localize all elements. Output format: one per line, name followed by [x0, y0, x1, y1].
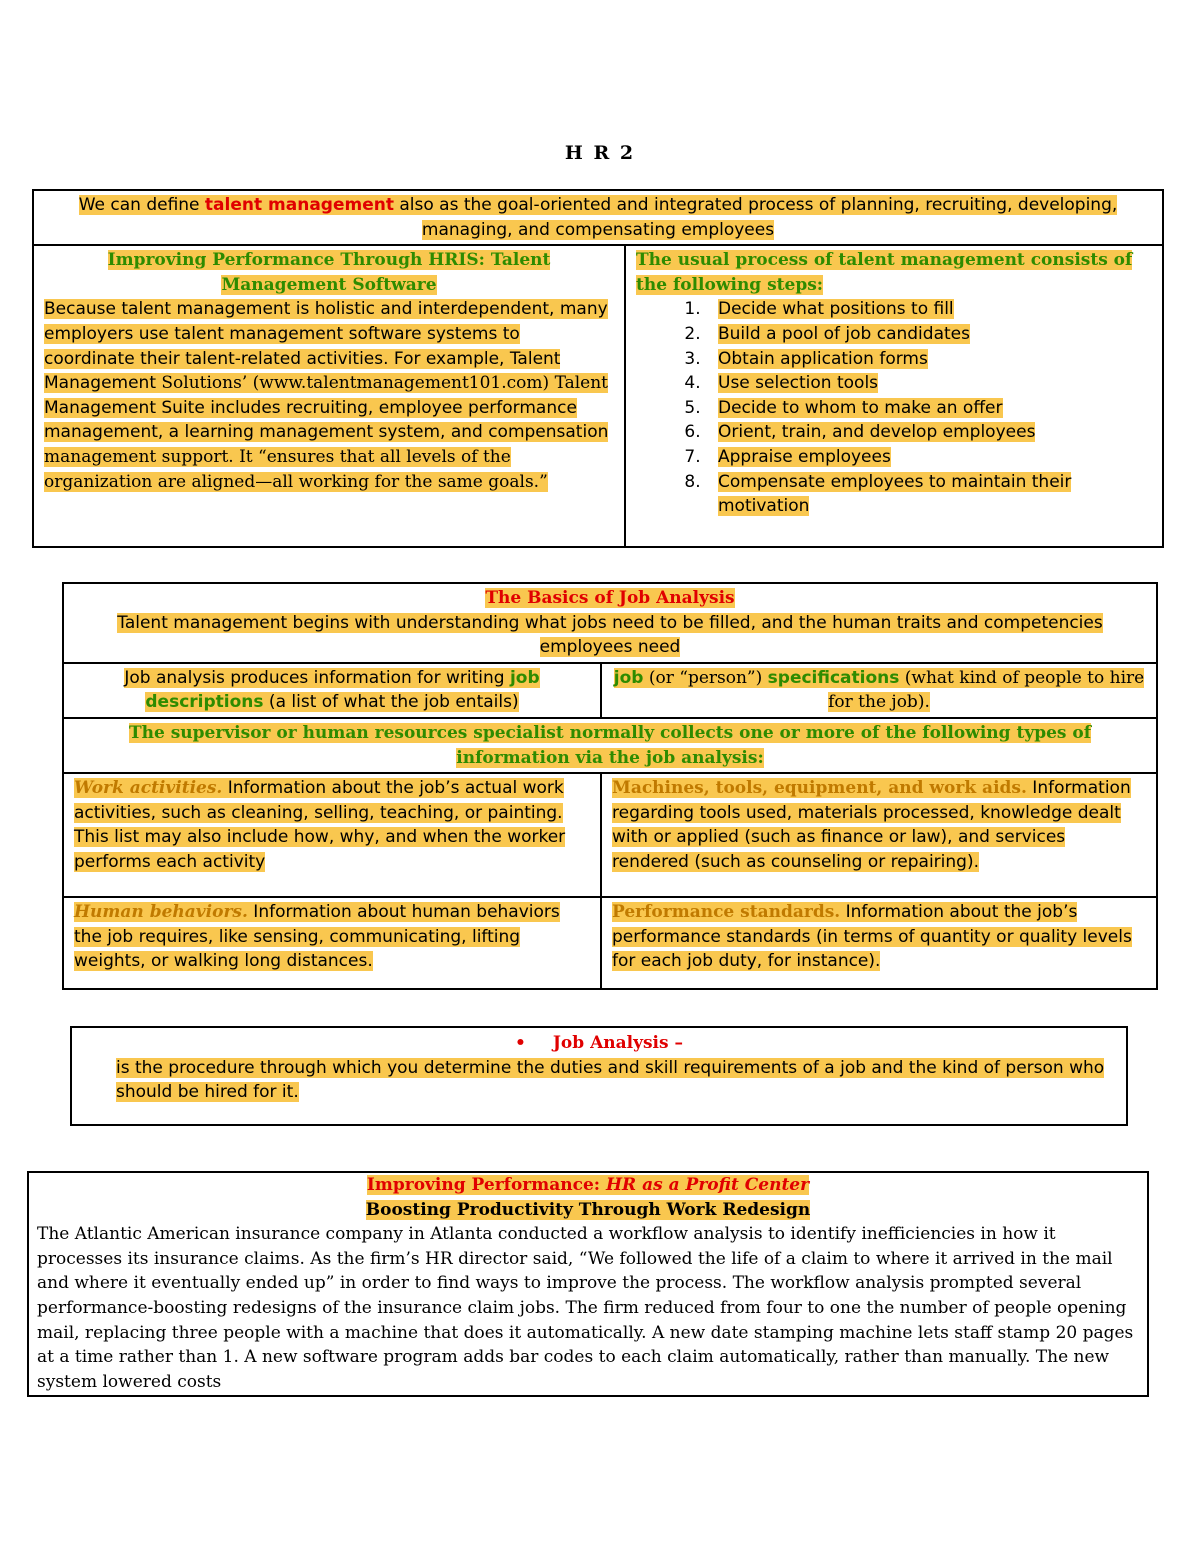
step-item: 1. Decide what positions to fill: [706, 297, 1152, 322]
job-analysis-heading: The Basics of Job Analysis: [485, 588, 735, 608]
job-specifications-cell: [601, 663, 1157, 718]
work-activities-term: Work activities.: [74, 778, 223, 799]
spec-term2: specifications: [767, 667, 900, 688]
process-steps-cell: [625, 245, 1163, 547]
definition-term: Job Analysis –: [552, 1033, 683, 1053]
profit-body: The Atlantic American insurance company in Atlanta conducted a workflow analysis to identify inefficiencies in how it processes its insurance claims. As the firm’s HR director said, “We followed the life of a claim to where it arrived in the mail and where it eventually ended up” in order to find ways to improve the process. The workflow analysis prompted several performance-boosting redesigns of the insurance claim jobs. The firm reduced from four to one the number of people opening mail, replacing three people with a machine that does it automatically. A new date stamping machine lets staff stamp 20 pages at a time rather than 1. A new software program adds bar codes to each claim automatically, rather than manually. The new system lowered costs: [37, 1224, 1134, 1392]
hris-cell: [33, 245, 625, 547]
human-behaviors-term: Human behaviors.: [74, 902, 248, 923]
performance-standards-text: Information about the job’s performance standards (in terms of quantity or quality levels for each job duty, for instance).: [612, 902, 1132, 972]
job-analysis-table: [62, 582, 1158, 990]
spec-mid: (or “person”): [643, 667, 768, 688]
job-analysis-header-cell: [63, 583, 1157, 663]
spec-post: (what kind of people to hire for the job).: [828, 667, 1145, 713]
work-activities-cell: [63, 773, 601, 897]
talent-management-table: [32, 189, 1164, 548]
job-descriptions-cell: [63, 663, 601, 718]
work-activities-text: Information about the job’s actual work activities, such as cleaning, selling, teaching, or painting. This list may also include how, why, and when the worker performs each activity: [74, 778, 566, 872]
page-title: H R 2: [564, 142, 636, 164]
step-item: 2. Build a pool of job candidates: [706, 322, 1152, 347]
human-behaviors-cell: [63, 897, 601, 989]
desc-post: (a list of what the job entails): [263, 692, 519, 713]
hris-heading: Improving Performance Through HRIS: Talent Management Software: [107, 250, 551, 295]
profit-heading-italic: HR as a Profit Center: [605, 1175, 810, 1195]
process-steps-list: [636, 297, 1152, 518]
human-behaviors-text: Information about human behaviors the job requires, like sensing, communicating, lifting weights, or walking long distances.: [74, 902, 560, 972]
desc-term: job descriptions: [145, 667, 540, 713]
collects-cell: [63, 718, 1157, 773]
collects-text: The supervisor or human resources specialist normally collects one or more of the following types of information via the job analysis:: [128, 722, 1092, 768]
job-analysis-definition-box: [70, 1026, 1128, 1126]
intro-term: talent management: [204, 195, 394, 215]
machines-text: Information regarding tools used, materials processed, knowledge dealt with or applied (such as finance or law), and services rendered (such as counseling or repairing).: [612, 778, 1131, 872]
hris-body-b: Solutions’ (www.talentmanagement101.com) Talent: [161, 373, 608, 394]
desc-pre: Job analysis produces information for writing: [124, 667, 510, 688]
intro-prefix: We can define: [78, 195, 205, 215]
profit-subheading: Boosting Productivity Through Work Redesign: [365, 1199, 811, 1220]
hris-body-a: Because talent management is holistic and interdependent, many employers use talent management software systems to coordinate their talent-related activities. For example, Talent Management: [44, 299, 608, 394]
step-item: 8. Compensate employees to maintain their motivation: [706, 470, 1152, 519]
process-heading: The usual process of talent management consists of the following steps:: [636, 250, 1133, 295]
profit-heading-prefix: Improving Performance:: [366, 1175, 606, 1195]
machines-cell: [601, 773, 1157, 897]
bullet: •: [514, 1033, 526, 1053]
step-item: 4. Use selection tools: [706, 371, 1152, 396]
job-analysis-subtitle: Talent management begins with understanding what jobs need to be filled, and the human traits and competencies employees need: [117, 612, 1103, 658]
performance-standards-cell: [601, 897, 1157, 989]
hris-body-c: Management Suite includes recruiting, employee performance management, a learning management system, and compensation: [44, 397, 609, 443]
intro-rest: also as the goal-oriented and integrated process of planning, recruiting, developing, managing, and compensating employees: [393, 195, 1118, 240]
profit-center-box: [27, 1171, 1149, 1397]
step-item: 7. Appraise employees: [706, 445, 1152, 470]
step-item: 5. Decide to whom to make an offer: [706, 396, 1152, 421]
step-item: 3. Obtain application forms: [706, 347, 1152, 372]
definition-text: is the procedure through which you determine the duties and skill requirements of a job and the kind of person who should be hired for it.: [116, 1057, 1105, 1103]
performance-standards-term: Performance standards.: [612, 902, 841, 923]
spec-term1: job: [613, 667, 644, 688]
talent-definition-cell: [33, 190, 1163, 245]
machines-term: Machines, tools, equipment, and work aids.: [612, 778, 1027, 799]
hris-body-d: management support. It “ensures that all levels of the organization are aligned—all working for the same goals.”: [44, 446, 548, 492]
step-item: 6. Orient, train, and develop employees: [706, 420, 1152, 445]
